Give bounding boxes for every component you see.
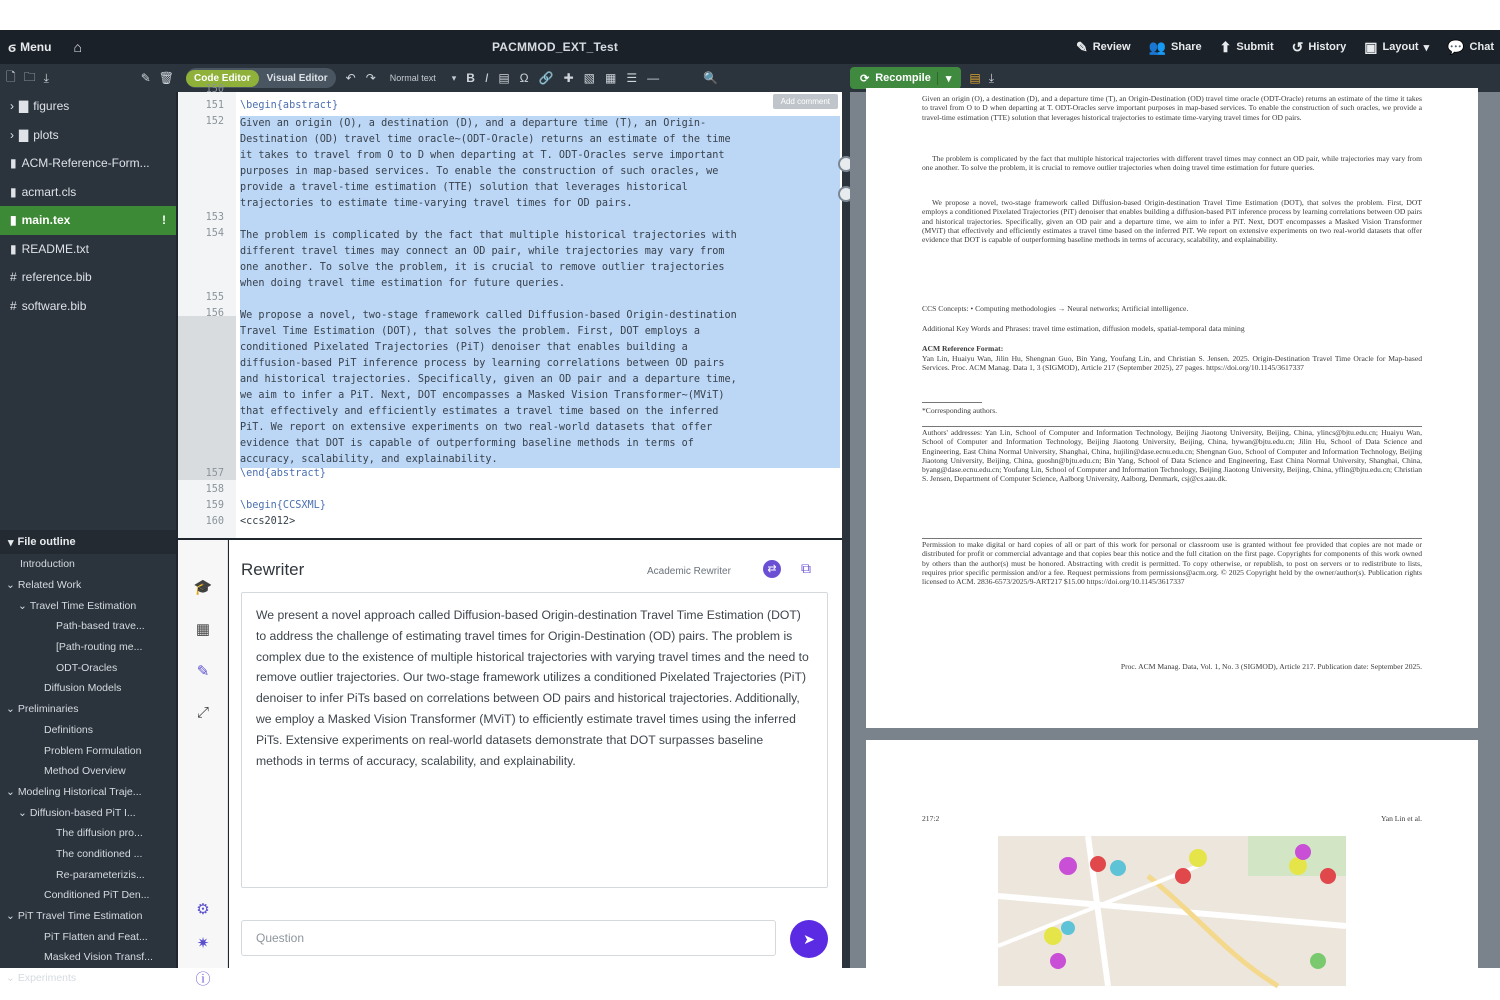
- outline-label: Conditioned PiT Den...: [44, 889, 150, 902]
- submit-label: Submit: [1236, 41, 1274, 53]
- recompile-button[interactable]: [850, 67, 961, 89]
- outline-label: Preliminaries: [17, 703, 79, 716]
- code-line: [178, 516, 842, 532]
- list-icon[interactable]: ☰: [626, 71, 638, 85]
- chevron-down-icon[interactable]: ▾: [937, 72, 952, 85]
- undo-icon[interactable]: ↶: [345, 71, 356, 85]
- outline-item[interactable]: [0, 699, 176, 720]
- outline-item[interactable]: [0, 864, 176, 885]
- file-name: software.bib: [21, 298, 87, 313]
- pdf-running-head: Yan Lin et al.: [1381, 814, 1422, 823]
- pdf-ref-heading: ACM Reference Format:: [922, 344, 1004, 353]
- rewriter-panel: [229, 540, 842, 968]
- refresh-icon: ⟳: [860, 72, 870, 85]
- line-number: 156: [205, 308, 224, 319]
- rewrite-icon[interactable]: ✎: [196, 663, 210, 680]
- file-icon: ▮: [10, 184, 17, 199]
- outline-label: Definitions: [44, 723, 94, 736]
- file-name: main.tex: [21, 213, 71, 228]
- more-icon[interactable]: —: [647, 71, 660, 85]
- chevron-down-icon[interactable]: ⌄: [6, 785, 15, 798]
- chevron-down-icon[interactable]: ⌄: [18, 599, 27, 612]
- figure-icon[interactable]: ▧: [583, 71, 595, 85]
- top-header: [0, 30, 1500, 64]
- outline-item[interactable]: [0, 968, 176, 989]
- italic-icon[interactable]: I: [484, 71, 489, 85]
- outline-label: PiT Flatten and Feat...: [44, 930, 148, 943]
- code-line: [178, 500, 842, 516]
- file-tree-item[interactable]: [0, 235, 176, 264]
- code-text: \begin{CCSXML}: [240, 500, 326, 511]
- line-number: 151: [205, 100, 224, 111]
- review-icon: ✎: [1075, 39, 1088, 55]
- code-line: [178, 100, 842, 116]
- outline-label: PiT Travel Time Estimation: [17, 910, 143, 923]
- chat-label: Chat: [1469, 41, 1494, 53]
- outline-label: Diffusion Models: [44, 682, 122, 695]
- download-pdf-icon[interactable]: ⤓: [988, 70, 995, 85]
- grid-icon[interactable]: ▦: [195, 621, 211, 638]
- recompile-label: Recompile: [875, 72, 931, 84]
- share-button[interactable]: [1149, 40, 1202, 54]
- outline-item[interactable]: [0, 926, 176, 947]
- submit-button[interactable]: [1220, 40, 1274, 54]
- code-text: <ccs2012>: [240, 516, 296, 527]
- outline-label: [Path-routing me...: [56, 641, 143, 654]
- line-number: 160: [205, 516, 224, 527]
- rewriter-mode[interactable]: Academic Rewriter: [647, 566, 731, 577]
- search-icon[interactable]: 🔍: [703, 71, 719, 85]
- chevron-down-icon: ▾: [1423, 41, 1430, 54]
- upload-icon[interactable]: ⤓: [43, 70, 49, 85]
- line-number: 152: [205, 116, 224, 127]
- outline-header[interactable]: [0, 530, 176, 554]
- outline-item[interactable]: [0, 802, 176, 823]
- code-text: \begin{abstract}: [240, 100, 339, 111]
- rename-icon[interactable]: ✎: [140, 71, 151, 85]
- star-icon[interactable]: ✷: [196, 935, 210, 952]
- section-icon[interactable]: ▤: [498, 71, 510, 85]
- outline-item[interactable]: [0, 575, 176, 596]
- pdf-footnote: *Corresponding authors.: [922, 406, 998, 415]
- text-style-select[interactable]: [390, 73, 457, 84]
- outline-label: Masked Vision Transf...: [44, 951, 153, 964]
- text-style-label: Normal text: [389, 73, 436, 83]
- selected-blank-line: [240, 292, 840, 308]
- file-tools: [6, 64, 174, 92]
- expand-icon[interactable]: ⤢: [196, 704, 209, 721]
- code-line: [178, 484, 842, 500]
- chevron-down-icon[interactable]: ⌄: [6, 910, 15, 923]
- chevron-down-icon[interactable]: ⌄: [18, 806, 27, 819]
- outline-item[interactable]: [0, 885, 176, 906]
- chevron-down-icon[interactable]: ⌄: [6, 703, 15, 716]
- pdf-preview[interactable]: [850, 92, 1500, 968]
- outline-item[interactable]: [0, 761, 176, 782]
- overleaf-logo-icon: ϭ: [8, 39, 17, 55]
- pdf-page-number: 217:2: [922, 814, 940, 823]
- file-tree-item[interactable]: [0, 121, 176, 150]
- pdf-authors: Authors' addresses: Yan Lin, School of Computer and Information Technology, Beijing Jiaotong University, Beijing, China, ylincs@bjtu.edu.cn; Huaiyu Wan, School of Computer and Information Technology, Beijing Jiaotong University, Beijing, China, hywan@bjtu.edu.cn; Jilin Hu, School of Data Science and Engineering, East China Normal University, Shanghai, China, hujilin@dase.ecnu.edu.cn; Shengnan Guo, School of Computer and Information Technology, Beijing Jiaotong University, Beijing, China, guoshn@bjtu.edu.cn; Bin Yang, School of Data Science and Engineering, East China Normal University, Shanghai, China, byang@dase.ecnu.edu.cn; Youfang Lin, School of Computer and Information Technology, Beijing Jiaotong University, Beijing, China, yflin@bjtu.edu.cn; Christian S. Jensen, Department of Computer Science, Aalborg University, Aalborg, Denmark, csj@cs.aau.dk.: [922, 428, 1422, 484]
- code-text: \end{abstract}: [240, 468, 326, 479]
- outline-label: Path-based trave...: [56, 620, 145, 633]
- table-icon[interactable]: ▦: [605, 71, 617, 85]
- pdf-paragraph: Given an origin (O), a destination (D), and a departure time (T), an Origin-Destination (OD) travel time oracle (ODT-Oracle) returns an estimate of the time it takes to travel from O to D when departing at T. ODT-Oracles serve important purposes in map-based services. To enable the construction of such oracles, we provide a travel-time estimation (TTE) solution that leverages historical trajectories to estimate time-varying travel times for OD pairs.: [922, 94, 1422, 122]
- line-number: 150: [205, 84, 224, 95]
- sidebar: [0, 92, 176, 985]
- chevron-right-icon: ›: [10, 99, 14, 114]
- folder-icon: ▇: [19, 127, 29, 142]
- outline-label: Problem Formulation: [44, 744, 142, 757]
- assistant-rail: [178, 540, 228, 988]
- chat-icon: 💬: [1447, 39, 1465, 55]
- math-icon[interactable]: Ω: [519, 71, 529, 85]
- home-icon[interactable]: ⌂: [73, 39, 82, 55]
- delete-icon[interactable]: 🗑: [158, 71, 174, 85]
- outline-label: ODT-Oracles: [56, 661, 118, 674]
- review-button[interactable]: [1076, 40, 1131, 54]
- line-number: 158: [205, 484, 224, 495]
- file-tree-item-selected[interactable]: [0, 206, 176, 235]
- outline-item[interactable]: [0, 657, 176, 678]
- line-number: 153: [205, 212, 224, 223]
- reference-icon[interactable]: ✚: [563, 71, 574, 85]
- send-button[interactable]: [790, 920, 828, 958]
- chevron-down-icon: ▾: [451, 72, 457, 83]
- file-icon: ▮: [10, 156, 17, 171]
- file-name: reference.bib: [21, 270, 92, 285]
- review-label: Review: [1092, 41, 1131, 53]
- swap-icon[interactable]: ⇄: [763, 560, 781, 578]
- file-tree-item[interactable]: [0, 178, 176, 207]
- code-line: [178, 84, 842, 100]
- pdf-page-footer: Proc. ACM Manag. Data, Vol. 1, No. 3 (SIGMOD), Article 217. Publication date: September 2025.: [1120, 662, 1422, 671]
- outline-item[interactable]: [0, 823, 176, 844]
- outline-label: The conditioned ...: [56, 847, 143, 860]
- send-icon: ➤: [803, 930, 815, 947]
- code-line: [178, 468, 842, 484]
- pdf-page: [866, 88, 1478, 728]
- active-line-gutter: [178, 316, 236, 480]
- line-number: 155: [205, 292, 224, 303]
- code-editor[interactable]: [178, 84, 842, 538]
- folder-icon: ▇: [19, 99, 29, 114]
- pane-divider[interactable]: [842, 92, 850, 968]
- file-name: plots: [33, 127, 59, 142]
- layout-label: Layout: [1382, 41, 1419, 53]
- outline-item[interactable]: [0, 554, 176, 575]
- map-graphic: [998, 836, 1346, 986]
- file-tree: [0, 92, 176, 522]
- link-icon[interactable]: 🔗: [538, 71, 554, 85]
- new-file-icon[interactable]: 🗋: [6, 69, 16, 84]
- bib-icon: #: [10, 270, 17, 285]
- outline-label: Modeling Historical Traje...: [17, 785, 142, 798]
- copy-icon[interactable]: ⧉: [801, 560, 811, 576]
- file-name: acmart.cls: [21, 184, 77, 199]
- outline-item[interactable]: [0, 637, 176, 658]
- pdf-ref-body: Yan Lin, Huaiyu Wan, Jilin Hu, Shengnan Guo, Bin Yang, Youfang Lin, and Christian S. Jensen. 2025. Origin-Destination Travel Time Oracle for Map-based Services. Proc. ACM Manag. Data 1, 3 (SIGMOD), Article 217 (September 2025), 27 pages. https://doi.org/10.1145/3617337: [922, 354, 1422, 373]
- outline-item[interactable]: [0, 844, 176, 865]
- file-outline: [0, 554, 176, 985]
- graduation-cap-icon[interactable]: 🎓: [193, 579, 213, 596]
- layout-button[interactable]: [1364, 40, 1429, 54]
- outline-label: Diffusion-based PiT I...: [29, 806, 136, 819]
- history-icon: ↺: [1291, 39, 1304, 55]
- bib-icon: #: [10, 298, 17, 313]
- menu-button[interactable]: [8, 40, 51, 54]
- file-icon: ▮: [10, 241, 17, 256]
- selected-paragraph: The problem is complicated by the fact that multiple historical trajectories with different travel times may connect an OD pair, while trajectories may vary from one another. To solve the problem, it is crucial to remove outlier trajectories when doing travel time estimation for future queries.: [240, 228, 840, 292]
- rule: [922, 426, 1422, 427]
- share-label: Share: [1171, 41, 1202, 53]
- outline-label: Travel Time Estimation: [29, 599, 137, 612]
- file-name: ACM-Reference-Form...: [21, 156, 150, 171]
- header-actions: [1076, 30, 1494, 64]
- pdf-map-figure: [998, 836, 1346, 986]
- question-input[interactable]: Question: [241, 920, 776, 956]
- rule: [922, 402, 982, 403]
- outline-item[interactable]: [0, 595, 176, 616]
- chevron-down-icon[interactable]: ⌄: [6, 972, 15, 985]
- outline-item[interactable]: [0, 906, 176, 927]
- pdf-permission: Permission to make digital or hard copies of all or part of this work for personal or classroom use is granted without fee provided that copies are not made or distributed for profit or commercial advantage and that copies bear this notice and the full citation on the first page. Copyrights for components of this work owned by others than the author(s) must be honored. Abstracting with credit is permitted. To copy otherwise, or republish, to post on servers or to redistribute to lists, requires prior specific permission and/or a fee. Request permissions from permissions@acm.org. © 2025 Copyright held by the owner/author(s). Publication rights licensed to ACM. 2836-6573/2025/9-ART217 $15.00 https://doi.org/10.1145/3617337: [922, 540, 1422, 587]
- file-tree-item[interactable]: [0, 92, 176, 121]
- outline-item[interactable]: [0, 720, 176, 741]
- logs-icon[interactable]: ▤: [969, 71, 981, 85]
- settings-icon[interactable]: ⚙: [196, 901, 210, 918]
- share-icon: 👥: [1148, 39, 1167, 55]
- outline-item[interactable]: [0, 782, 176, 803]
- project-title[interactable]: PACMMOD_EXT_Test: [491, 40, 619, 54]
- pdf-page: [866, 740, 1478, 980]
- info-icon[interactable]: ⓘ: [195, 971, 211, 988]
- outline-item[interactable]: [0, 616, 176, 637]
- outline-label: Method Overview: [44, 765, 126, 778]
- outline-label: Experiments: [17, 972, 77, 985]
- file-icon: ▮: [10, 213, 17, 228]
- code-editor-option[interactable]: Code Editor: [186, 70, 259, 87]
- outline-title: File outline: [17, 536, 76, 548]
- rule: [922, 538, 1422, 539]
- selected-paragraph: Given an origin (O), a destination (D), and a departure time (T), an Origin- Destination (OD) travel time oracle~(ODT-Oracle) returns an estimate of the time it takes to travel from O to D when departing at T. ODT-Oracles serve important purposes in map-based services. To enable the construction of such oracles, we provide a travel-time estimation (TTE) solution that leverages historical trajectories to estimate time-varying travel times for OD pairs.: [240, 116, 840, 212]
- history-label: History: [1308, 41, 1347, 53]
- file-tree-item[interactable]: [0, 263, 176, 292]
- redo-icon[interactable]: ↷: [365, 71, 376, 85]
- pdf-paragraph: The problem is complicated by the fact that multiple historical trajectories with different travel times may connect an OD pair, while trajectories may vary from one another. To solve the problem, it is crucial to remove outlier trajectories when doing travel time estimation for future queries.: [922, 154, 1422, 173]
- pdf-ccs: CCS Concepts: • Computing methodologies → Neural networks; Artificial intelligence.: [922, 304, 1189, 313]
- outline-label: Introduction: [20, 558, 75, 571]
- chevron-down-icon[interactable]: ⌄: [6, 579, 15, 592]
- file-name: figures: [33, 99, 70, 114]
- rewriter-title: Rewriter: [241, 560, 305, 579]
- chevron-right-icon: ›: [10, 127, 14, 142]
- outline-label: The diffusion pro...: [56, 827, 143, 840]
- chat-button[interactable]: [1447, 40, 1494, 54]
- submit-icon: ⬆: [1219, 39, 1232, 55]
- chevron-down-icon: ▾: [8, 536, 14, 549]
- menu-label: Menu: [20, 40, 52, 54]
- outline-label: Related Work: [17, 579, 82, 592]
- layout-icon: ▣: [1364, 39, 1378, 55]
- warning-icon: !: [162, 213, 166, 228]
- bold-icon[interactable]: B: [466, 71, 475, 85]
- app-window: [0, 30, 1500, 988]
- selected-paragraph: We propose a novel, two-stage framework called Diffusion-based Origin-destination Travel Time Estimation (DOT), that solves the problem. First, DOT employs a conditioned Pixelated Trajectories (PiT) denoiser that enables building a diffusion-based PiT inference process by learning correlations between OD pairs and historical trajectories. Specifically, given an OD pair and a departure time, we aim to infer a PiT. Next, DOT encompasses a Masked Vision Transformer~(MViT) that effectively and efficiently estimates a travel time based on the inferred PiT. We report on extensive experiments on two real-world datasets that offer evidence that DOT is capable of outperforming baseline methods in terms of accuracy, scalability, and explainability.: [240, 308, 840, 468]
- outline-label: Re-parameterizis...: [56, 868, 145, 881]
- file-tree-item[interactable]: [0, 292, 176, 321]
- line-number: 159: [205, 500, 224, 511]
- outline-item[interactable]: [0, 740, 176, 761]
- line-number: 154: [205, 228, 224, 239]
- file-name: README.txt: [21, 241, 89, 256]
- visual-editor-option[interactable]: Visual Editor: [266, 72, 328, 84]
- line-number: 157: [205, 468, 224, 479]
- history-button[interactable]: [1292, 40, 1347, 54]
- pdf-paragraph: We propose a novel, two-stage framework called Diffusion-based Origin-destination Travel Time Estimation (DOT), that solves the problem. First, DOT employs a conditioned Pixelated Trajectories (PiT) denoiser that enables building a diffusion-based PiT inference process by learning correlations between OD pairs and historical trajectories. Specifically, given an OD pair and a departure time, we aim to infer a PiT. Next, DOT encompasses a Masked Vision Transformer (MViT) that effectively and efficiently estimates a travel time based on the inferred PiT. We report on extensive experiments on two real-world datasets that offer evidence that DOT is capable of outperforming baseline methods in terms of accuracy, scalability, and explainability.: [922, 198, 1422, 245]
- rewriter-output[interactable]: We present a novel approach called Diffusion-based Origin-destination Travel Time Estimation (DOT) to address the challenge of estimating travel times for Origin-Destination (OD) pairs. The problem is complex due to the existence of multiple historical trajectories with varying travel times and the need to remove outlier trajectories. Our two-stage framework utilizes a conditioned Pixelated Trajectories (PiT) denoiser to infer PiTs based on correlations between OD pairs and historical trajectories. Additionally, we employ a Masked Vision Transformer (MViT) to efficiently estimate travel times using the inferred PiTs. Extensive experiments on real-world datasets demonstrate that DOT surpasses baseline methods in terms of accuracy, scalability, and explainability.: [241, 592, 828, 888]
- outline-item[interactable]: [0, 947, 176, 968]
- selected-blank-line: [240, 212, 840, 228]
- new-folder-icon[interactable]: 🗀: [23, 69, 36, 84]
- outline-item[interactable]: [0, 678, 176, 699]
- pdf-keywords: Additional Key Words and Phrases: travel time estimation, diffusion models, spatial-temporal data mining: [922, 324, 1245, 333]
- add-comment-button[interactable]: Add comment: [773, 94, 838, 109]
- file-tree-item[interactable]: [0, 149, 176, 178]
